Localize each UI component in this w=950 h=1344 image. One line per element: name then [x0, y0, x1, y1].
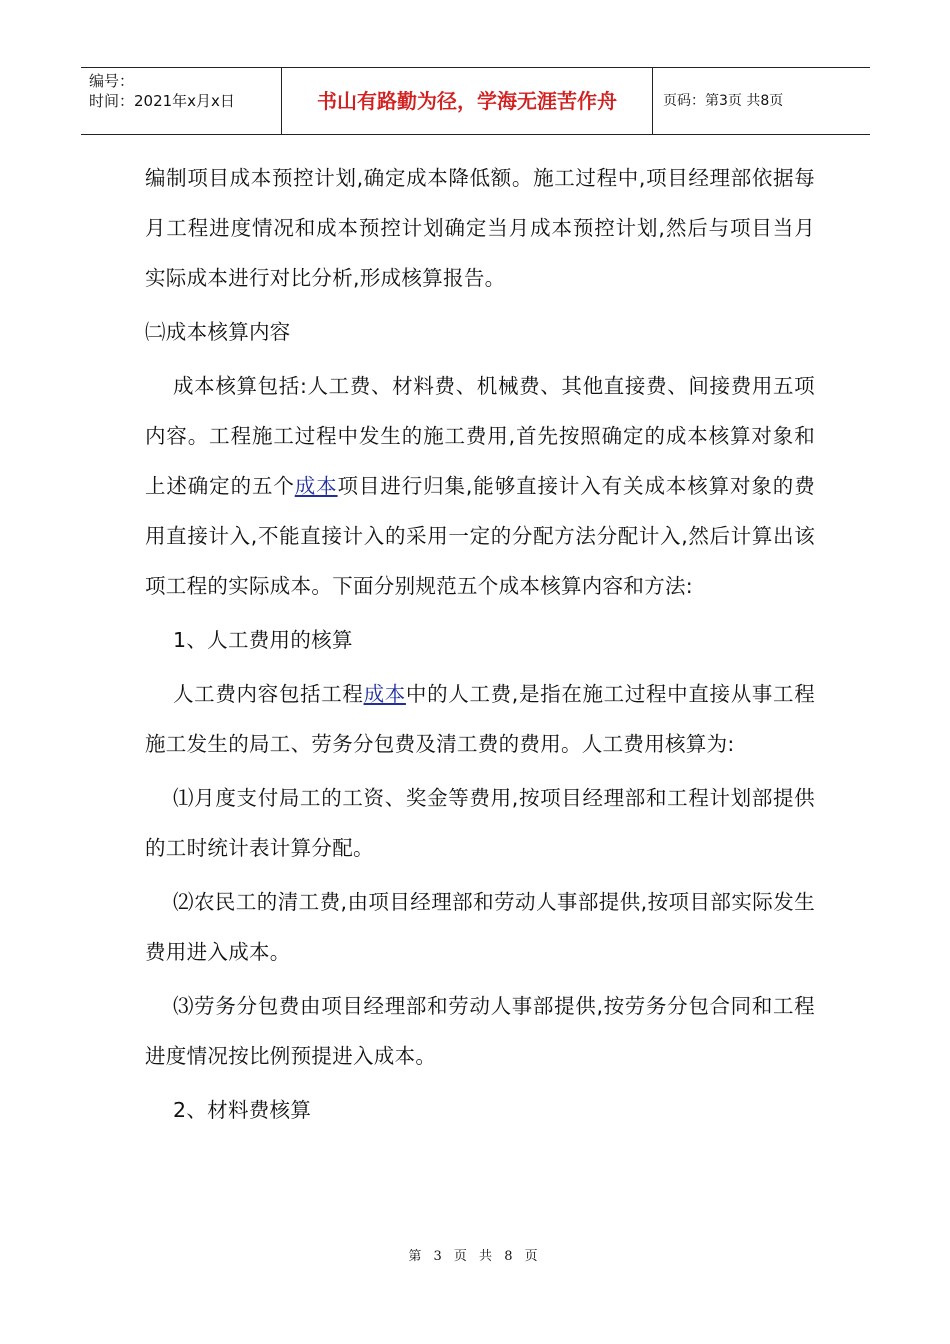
page-footer: 第 3 页 共 8 页: [408, 1249, 542, 1264]
document-body: [145, 153, 815, 1139]
paragraph-plan: 编制项目成本预控计划,确定成本降低额。施工过程中,项目经理部依据每月工程进度情况和成本预控计划确定当月成本预控计划,然后与项目当月实际成本进行对比分析,形成核算报告。: [145, 166, 815, 290]
list-item-3: ⑶劳务分包费由项目经理部和劳动人事部提供,按劳务分包合同和工程进度情况按比例预提进入成本。: [145, 994, 815, 1068]
cost-link[interactable]: 成本: [294, 474, 338, 498]
paragraph-labor-cost: [145, 669, 815, 769]
section-title-cost-accounting-content: ㈡成本核算内容: [145, 320, 291, 344]
number-label: 编号：: [89, 72, 135, 90]
paragraph-text: 中的人工费,是指在施工过程中直接从事工程施工发生的局工、劳务分包费及清工费的费用。人工费用核算为:: [145, 682, 816, 756]
paragraph-text: 项目进行归集,能够直接计入有关成本核算对象的费用直接计入,不能直接计入的采用一定的分配方法分配计入,然后计算出该项工程的实际成本。下面分别规范五个成本核算内容和方法:: [145, 474, 815, 598]
page-header: [81, 67, 870, 135]
paragraph-text: 人工费内容包括工程: [173, 682, 364, 706]
list-item-1: ⑴月度支付局工的工资、奖金等费用,按项目经理部和工程计划部提供的工时统计表计算分配。: [145, 786, 815, 860]
list-item-2: ⑵农民工的清工费,由项目经理部和劳动人事部提供,按项目部实际发生费用进入成本。: [145, 890, 815, 964]
header-meta: [81, 68, 282, 134]
time-label: 时间：2021年x月x日: [89, 92, 235, 110]
paragraph-text: 成本核算包括:人工费、材料费、机械费、其他直接费、间接费用五项内容。工程施工过程中发生的施工费用,首先按照确定的成本核算对象和上述确定的五个: [145, 374, 815, 498]
header-page-info: 页码：第3页 共8页: [663, 93, 784, 109]
paragraph-cost-items: [145, 361, 815, 611]
header-motto: 书山有路勤为径，学海无涯苦作舟: [282, 68, 653, 134]
heading-material-cost: 2、材料费核算: [173, 1098, 312, 1122]
cost-link[interactable]: 成本: [363, 682, 406, 706]
heading-labor-cost: 1、人工费用的核算: [173, 628, 353, 652]
